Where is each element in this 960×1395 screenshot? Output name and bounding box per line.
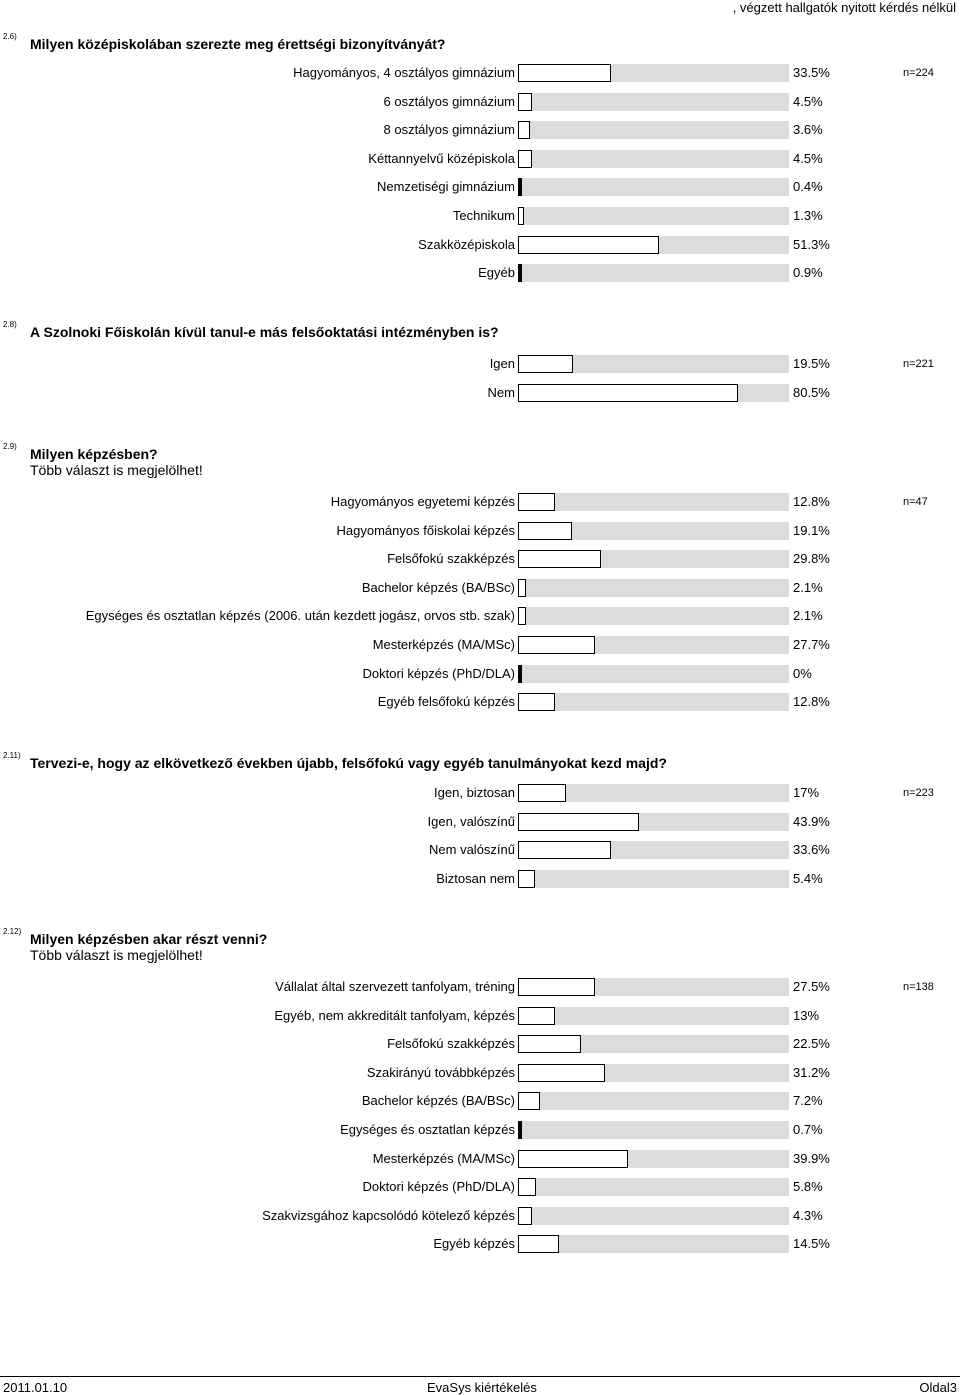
bar-fill xyxy=(518,1092,540,1110)
percent-value: 19.1% xyxy=(793,523,830,538)
percent-value: 2.1% xyxy=(793,580,823,595)
bar-fill xyxy=(518,978,595,996)
header-title: , végzett hallgatók nyitott kérdés nélkül xyxy=(732,0,956,15)
answer-label: Hagyományos főiskolai képzés xyxy=(336,523,515,538)
percent-value: 12.8% xyxy=(793,494,830,509)
answer-label: Nem valószínű xyxy=(429,842,515,857)
percent-value: 0.7% xyxy=(793,1122,823,1137)
answer-label: Egységes és osztatlan képzés (2006. után kezdett jogász, orvos stb. szak) xyxy=(85,608,515,623)
answer-label: Egységes és osztatlan képzés xyxy=(340,1122,515,1137)
answer-label: Hagyományos, 4 osztályos gimnázium xyxy=(293,65,515,80)
sample-size: n=221 xyxy=(903,358,934,370)
question-title: A Szolnoki Főiskolán kívül tanul-e más felsőoktatási intézményben is? xyxy=(30,324,499,340)
bar-track xyxy=(518,607,789,625)
bar-fill xyxy=(518,1207,532,1225)
bar-fill xyxy=(518,1064,605,1082)
bar-fill xyxy=(518,1235,559,1253)
answer-label: Egyéb képzés xyxy=(433,1236,515,1251)
bar-track xyxy=(518,384,789,402)
sample-size: n=224 xyxy=(903,67,934,79)
bar-track xyxy=(518,1007,789,1025)
footer-date: 2011.01.10 xyxy=(3,1380,68,1395)
answer-label: Felsőfokú szakképzés xyxy=(387,1036,515,1051)
bar-fill xyxy=(518,693,555,711)
bar-fill xyxy=(518,236,659,254)
question-number: 2.12) xyxy=(3,927,22,936)
bar-track xyxy=(518,264,789,282)
bar-track xyxy=(518,665,789,683)
bar-fill xyxy=(518,1150,628,1168)
bar-track xyxy=(518,550,789,568)
question-number: 2.6) xyxy=(3,32,17,41)
bar-fill xyxy=(518,522,572,540)
bar-track xyxy=(518,355,789,373)
bar-track xyxy=(518,841,789,859)
bar-track xyxy=(518,207,789,225)
bar-track xyxy=(518,1207,789,1225)
bar-fill xyxy=(518,264,522,282)
bar-fill xyxy=(518,384,738,402)
percent-value: 27.5% xyxy=(793,979,830,994)
bar-track xyxy=(518,978,789,996)
bar-track xyxy=(518,178,789,196)
question-title: Milyen képzésben? xyxy=(30,446,158,462)
bar-fill xyxy=(518,636,595,654)
bar-fill xyxy=(518,207,524,225)
percent-value: 5.4% xyxy=(793,871,823,886)
bar-track xyxy=(518,236,789,254)
bar-fill xyxy=(518,355,573,373)
bar-fill xyxy=(518,1035,581,1053)
percent-value: 43.9% xyxy=(793,814,830,829)
bar-track xyxy=(518,1178,789,1196)
percent-value: 5.8% xyxy=(793,1179,823,1194)
percent-value: 0.4% xyxy=(793,179,823,194)
sample-size: n=47 xyxy=(903,496,928,508)
bar-fill xyxy=(518,579,526,597)
bar-track xyxy=(518,522,789,540)
footer-page: Oldal3 xyxy=(919,1380,957,1395)
percent-value: 39.9% xyxy=(793,1151,830,1166)
answer-label: Szakvizsgához kapcsolódó kötelező képzés xyxy=(262,1208,515,1223)
bar-fill xyxy=(518,784,566,802)
answer-label: Mesterképzés (MA/MSc) xyxy=(372,637,515,652)
percent-value: 12.8% xyxy=(793,694,830,709)
answer-label: Technikum xyxy=(452,208,515,223)
bar-track xyxy=(518,1064,789,1082)
answer-label: Igen, biztosan xyxy=(434,785,515,800)
answer-label: Doktori képzés (PhD/DLA) xyxy=(362,666,515,681)
answer-label: Felsőfokú szakképzés xyxy=(387,551,515,566)
bar-fill xyxy=(518,178,522,196)
percent-value: 0% xyxy=(793,666,812,681)
bar-track xyxy=(518,870,789,888)
bar-track xyxy=(518,813,789,831)
bar-track xyxy=(518,784,789,802)
bar-fill xyxy=(518,550,601,568)
answer-label: Igen xyxy=(489,356,515,371)
bar-fill xyxy=(518,813,639,831)
bar-track xyxy=(518,93,789,111)
percent-value: 19.5% xyxy=(793,356,830,371)
answer-label: Szakirányú továbbképzés xyxy=(366,1065,515,1080)
percent-value: 80.5% xyxy=(793,385,830,400)
bar-fill xyxy=(518,1007,555,1025)
bar-track xyxy=(518,64,789,82)
percent-value: 3.6% xyxy=(793,122,823,137)
question-subtitle: Több választ is megjelölhet! xyxy=(30,462,203,478)
answer-label: Biztosan nem xyxy=(436,871,515,886)
bar-fill xyxy=(518,607,526,625)
bar-fill xyxy=(518,121,530,139)
bar-fill xyxy=(518,493,555,511)
percent-value: 33.6% xyxy=(793,842,830,857)
sample-size: n=223 xyxy=(903,787,934,799)
footer-center: EvaSys kiértékelés xyxy=(427,1380,537,1395)
percent-value: 29.8% xyxy=(793,551,830,566)
percent-value: 0.9% xyxy=(793,265,823,280)
bar-fill xyxy=(518,841,611,859)
percent-value: 2.1% xyxy=(793,608,823,623)
answer-label: 8 osztályos gimnázium xyxy=(383,122,515,137)
bar-fill xyxy=(518,150,532,168)
footer-divider xyxy=(0,1376,960,1377)
bar-track xyxy=(518,1092,789,1110)
bar-track xyxy=(518,636,789,654)
percent-value: 4.5% xyxy=(793,151,823,166)
percent-value: 14.5% xyxy=(793,1236,830,1251)
percent-value: 4.5% xyxy=(793,94,823,109)
sample-size: n=138 xyxy=(903,981,934,993)
question-title: Milyen képzésben akar részt venni? xyxy=(30,931,268,947)
answer-label: Hagyományos egyetemi képzés xyxy=(330,494,515,509)
percent-value: 27.7% xyxy=(793,637,830,652)
question-title: Tervezi-e, hogy az elkövetkező években újabb, felsőfokú vagy egyéb tanulmányokat kezd majd? xyxy=(30,755,667,771)
question-subtitle: Több választ is megjelölhet! xyxy=(30,947,203,963)
bar-track xyxy=(518,1035,789,1053)
bar-track xyxy=(518,1150,789,1168)
percent-value: 51.3% xyxy=(793,237,830,252)
answer-label: Egyéb felsőfokú képzés xyxy=(377,694,515,709)
answer-label: 6 osztályos gimnázium xyxy=(383,94,515,109)
answer-label: Nemzetiségi gimnázium xyxy=(377,179,515,194)
bar-fill xyxy=(518,64,611,82)
bar-track xyxy=(518,693,789,711)
answer-label: Kéttannyelvű középiskola xyxy=(368,151,515,166)
percent-value: 7.2% xyxy=(793,1093,823,1108)
percent-value: 1.3% xyxy=(793,208,823,223)
answer-label: Egyéb, nem akkreditált tanfolyam, képzés xyxy=(274,1008,515,1023)
percent-value: 4.3% xyxy=(793,1208,823,1223)
bar-track xyxy=(518,493,789,511)
bar-track xyxy=(518,1235,789,1253)
percent-value: 17% xyxy=(793,785,820,800)
bar-fill xyxy=(518,1121,522,1139)
bar-track xyxy=(518,150,789,168)
bar-track xyxy=(518,1121,789,1139)
percent-value: 31.2% xyxy=(793,1065,830,1080)
percent-value: 33.5% xyxy=(793,65,830,80)
bar-fill xyxy=(518,93,532,111)
answer-label: Igen, valószínű xyxy=(427,814,515,829)
bar-fill xyxy=(518,870,535,888)
answer-label: Bachelor képzés (BA/BSc) xyxy=(361,1093,515,1108)
bar-track xyxy=(518,579,789,597)
answer-label: Doktori képzés (PhD/DLA) xyxy=(362,1179,515,1194)
answer-label: Vállalat által szervezett tanfolyam, tréning xyxy=(275,979,515,994)
answer-label: Szakközépiskola xyxy=(418,237,515,252)
question-title: Milyen középiskolában szerezte meg érettségi bizonyítványát? xyxy=(30,36,446,52)
bar-fill xyxy=(518,665,522,683)
answer-label: Mesterképzés (MA/MSc) xyxy=(372,1151,515,1166)
question-number: 2.11) xyxy=(3,751,21,760)
question-number: 2.9) xyxy=(3,442,17,451)
bar-fill xyxy=(518,1178,536,1196)
answer-label: Bachelor képzés (BA/BSc) xyxy=(361,580,515,595)
answer-label: Egyéb xyxy=(478,265,515,280)
percent-value: 13% xyxy=(793,1008,820,1023)
question-number: 2.8) xyxy=(3,320,17,329)
bar-track xyxy=(518,121,789,139)
percent-value: 22.5% xyxy=(793,1036,830,1051)
answer-label: Nem xyxy=(487,385,515,400)
